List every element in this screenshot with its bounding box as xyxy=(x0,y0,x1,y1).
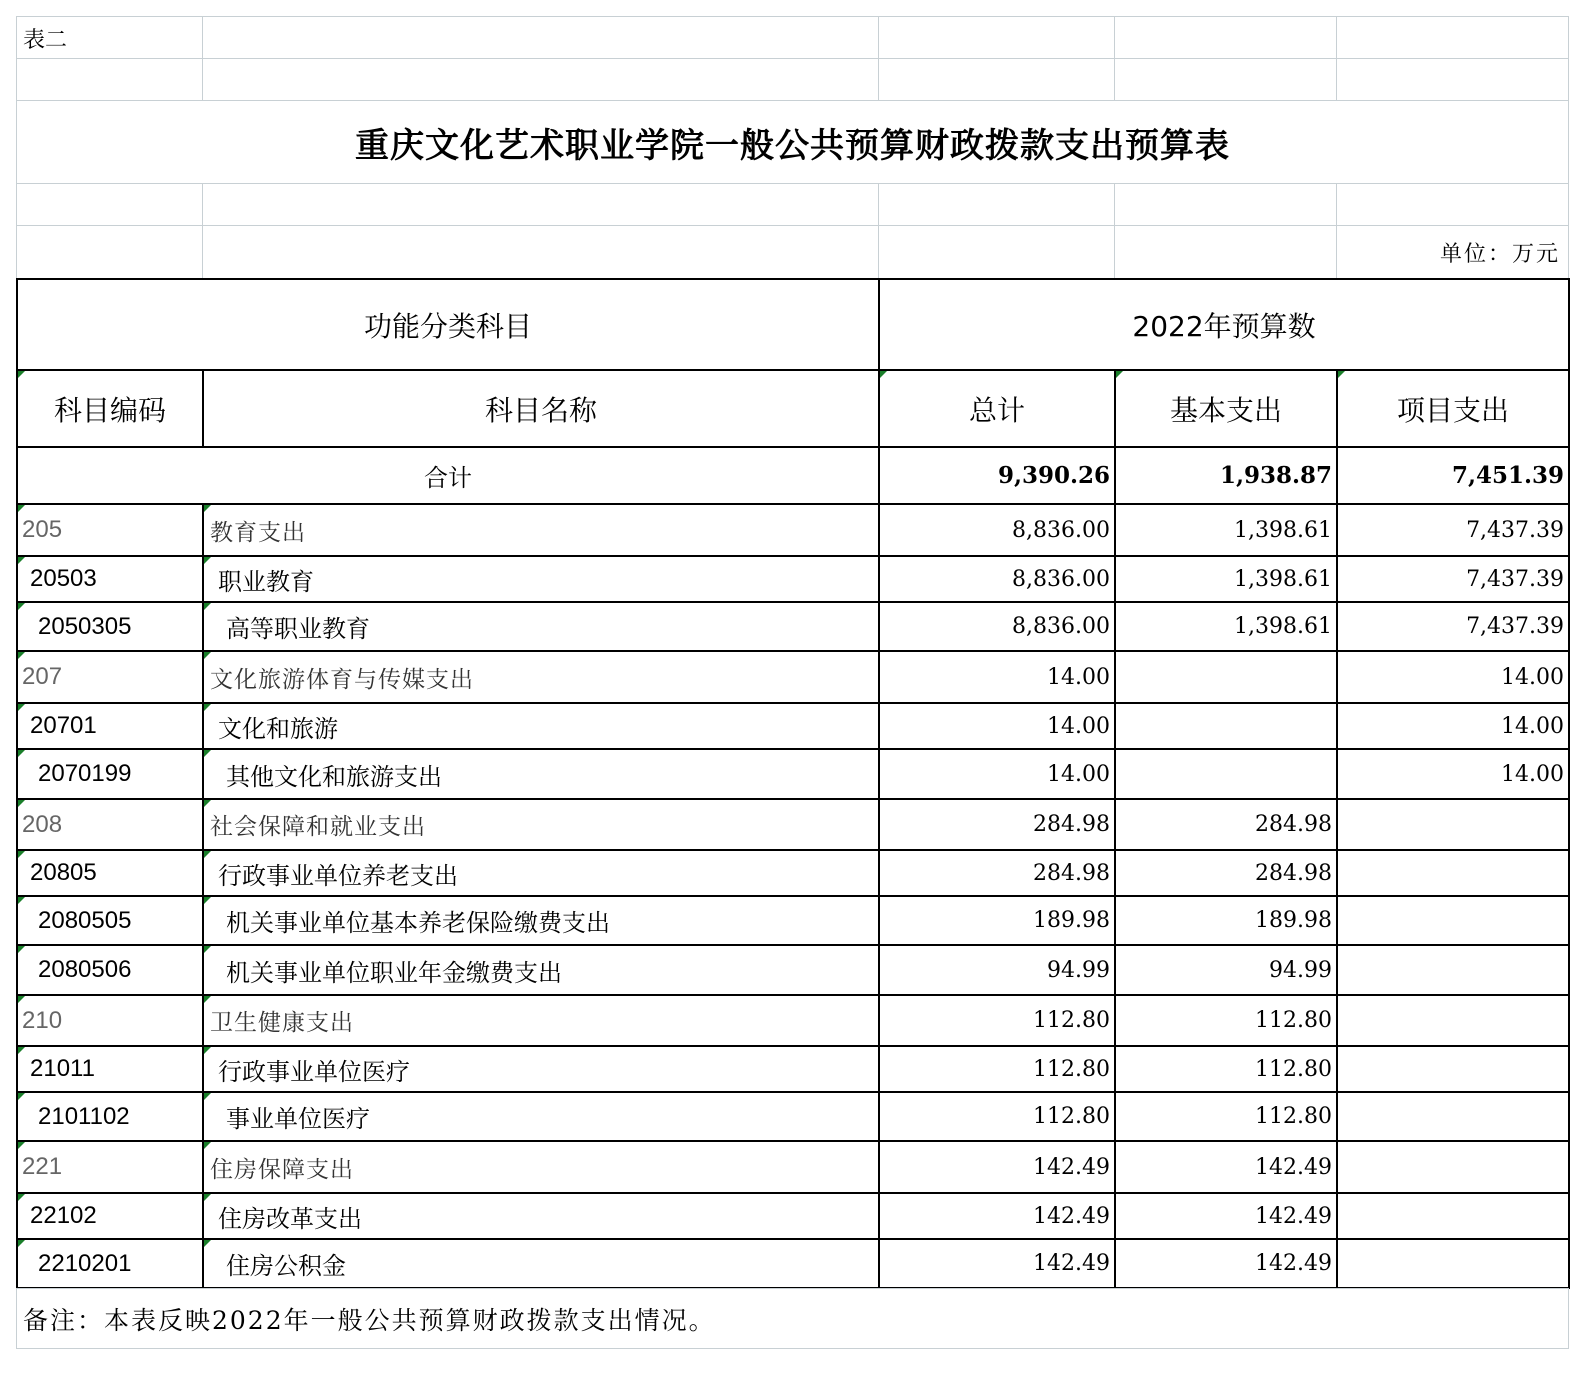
cell[interactable] xyxy=(17,184,203,226)
cell-name[interactable]: 机关事业单位职业年金缴费支出 xyxy=(203,945,879,995)
cell-total[interactable]: 284.98 xyxy=(879,850,1115,896)
cell-total[interactable]: 189.98 xyxy=(879,896,1115,945)
cell-project[interactable] xyxy=(1337,850,1569,896)
cell-name[interactable]: 事业单位医疗 xyxy=(203,1092,879,1141)
footnote-area xyxy=(16,1288,1569,1349)
cell-name[interactable]: 社会保障和就业支出 xyxy=(203,799,879,850)
sheet-header-area xyxy=(16,16,1569,279)
cell-basic[interactable]: 142.49 xyxy=(1115,1141,1337,1193)
cell-basic[interactable]: 1,398.61 xyxy=(1115,504,1337,556)
cell-code[interactable]: 2080505 xyxy=(17,896,203,945)
cell-name[interactable]: 住房公积金 xyxy=(203,1239,879,1288)
table-row xyxy=(17,850,1569,896)
cell-project[interactable] xyxy=(1337,896,1569,945)
table-row xyxy=(17,703,1569,749)
table-row xyxy=(17,749,1569,799)
header-name[interactable]: 科目名称 xyxy=(203,370,879,447)
cell-total[interactable]: 284.98 xyxy=(879,799,1115,850)
cell-name[interactable]: 卫生健康支出 xyxy=(203,995,879,1046)
table-body xyxy=(17,504,1569,1288)
cell-basic[interactable]: 284.98 xyxy=(1115,799,1337,850)
cell-project[interactable]: 7,437.39 xyxy=(1337,504,1569,556)
cell-total[interactable]: 112.80 xyxy=(879,1092,1115,1141)
cell-project[interactable]: 14.00 xyxy=(1337,749,1569,799)
table-row xyxy=(17,602,1569,651)
table-row xyxy=(17,1092,1569,1141)
cell-total[interactable]: 14.00 xyxy=(879,749,1115,799)
cell[interactable] xyxy=(1337,17,1569,59)
cell[interactable] xyxy=(1115,184,1337,226)
table-row xyxy=(17,504,1569,556)
header-project[interactable]: 项目支出 xyxy=(1337,370,1569,447)
cell-code[interactable]: 2080506 xyxy=(17,945,203,995)
cell[interactable] xyxy=(1115,17,1337,59)
cell-code[interactable]: 2050305 xyxy=(17,602,203,651)
cell-basic[interactable]: 1,398.61 xyxy=(1115,556,1337,602)
cell-basic[interactable]: 142.49 xyxy=(1115,1239,1337,1288)
header-basic[interactable]: 基本支出 xyxy=(1115,370,1337,447)
footnote[interactable]: 备注：本表反映2022年一般公共预算财政拨款支出情况。 xyxy=(17,1289,1569,1349)
cell-basic[interactable]: 112.80 xyxy=(1115,995,1337,1046)
cell-name[interactable]: 机关事业单位基本养老保险缴费支出 xyxy=(203,896,879,945)
cell-total[interactable]: 112.80 xyxy=(879,995,1115,1046)
header-budget-2022[interactable]: 2022年预算数 xyxy=(879,279,1569,370)
table-row xyxy=(17,995,1569,1046)
cell[interactable] xyxy=(1337,184,1569,226)
cell-name[interactable]: 教育支出 xyxy=(203,504,879,556)
cell-code[interactable]: 208 xyxy=(17,799,203,850)
table-row xyxy=(17,651,1569,703)
cell-basic[interactable]: 112.80 xyxy=(1115,1092,1337,1141)
cell-code[interactable]: 2101102 xyxy=(17,1092,203,1141)
cell-project[interactable] xyxy=(1337,1141,1569,1193)
cell-basic[interactable] xyxy=(1115,703,1337,749)
cell-name[interactable]: 住房改革支出 xyxy=(203,1193,879,1239)
cell-code[interactable]: 207 xyxy=(17,651,203,703)
cell[interactable] xyxy=(203,184,879,226)
cell-project[interactable]: 7,437.39 xyxy=(1337,556,1569,602)
table-row xyxy=(17,556,1569,602)
cell-code[interactable]: 205 xyxy=(17,504,203,556)
cell-project[interactable]: 14.00 xyxy=(1337,703,1569,749)
total-project[interactable]: 7,451.39 xyxy=(1337,447,1569,504)
cell-total[interactable]: 8,836.00 xyxy=(879,602,1115,651)
cell-basic[interactable] xyxy=(1115,651,1337,703)
cell[interactable] xyxy=(203,59,879,101)
table-row xyxy=(17,1193,1569,1239)
cell-total[interactable]: 14.00 xyxy=(879,703,1115,749)
cell-project[interactable] xyxy=(1337,1239,1569,1288)
cell-name[interactable]: 住房保障支出 xyxy=(203,1141,879,1193)
cell-name[interactable]: 其他文化和旅游支出 xyxy=(203,749,879,799)
total-total[interactable]: 9,390.26 xyxy=(879,447,1115,504)
cell-name[interactable]: 高等职业教育 xyxy=(203,602,879,651)
cell[interactable] xyxy=(1115,226,1337,279)
cell-code[interactable]: 20701 xyxy=(17,703,203,749)
cell[interactable] xyxy=(17,59,203,101)
table-row xyxy=(17,945,1569,995)
cell[interactable] xyxy=(879,59,1115,101)
cell-name[interactable]: 文化和旅游 xyxy=(203,703,879,749)
cell-total[interactable]: 142.49 xyxy=(879,1141,1115,1193)
unit-label[interactable]: 单位：万元 xyxy=(1337,226,1569,279)
budget-table xyxy=(16,278,1570,1289)
header-functional-category[interactable]: 功能分类科目 xyxy=(17,279,879,370)
cell-project[interactable]: 7,437.39 xyxy=(1337,602,1569,651)
table-row xyxy=(17,896,1569,945)
cell-basic[interactable]: 112.80 xyxy=(1115,1046,1337,1092)
cell[interactable] xyxy=(879,226,1115,279)
cell-basic[interactable]: 284.98 xyxy=(1115,850,1337,896)
cell-name[interactable]: 行政事业单位医疗 xyxy=(203,1046,879,1092)
cell-project[interactable] xyxy=(1337,995,1569,1046)
cell-basic[interactable]: 189.98 xyxy=(1115,896,1337,945)
cell-total[interactable]: 14.00 xyxy=(879,651,1115,703)
cell-project[interactable] xyxy=(1337,799,1569,850)
spreadsheet xyxy=(16,16,1568,1349)
cell-name[interactable]: 文化旅游体育与传媒支出 xyxy=(203,651,879,703)
cell[interactable] xyxy=(879,184,1115,226)
cell-basic[interactable]: 94.99 xyxy=(1115,945,1337,995)
cell-total[interactable]: 112.80 xyxy=(879,1046,1115,1092)
cell[interactable] xyxy=(17,226,203,279)
total-basic[interactable]: 1,938.87 xyxy=(1115,447,1337,504)
cell[interactable] xyxy=(1115,59,1337,101)
page-title[interactable]: 重庆文化艺术职业学院一般公共预算财政拨款支出预算表 xyxy=(17,101,1569,184)
cell-code[interactable]: 20503 xyxy=(17,556,203,602)
sheet-label[interactable]: 表二 xyxy=(17,17,203,59)
table-row xyxy=(17,799,1569,850)
cell-project[interactable] xyxy=(1337,945,1569,995)
table-row xyxy=(17,1141,1569,1193)
cell-name[interactable]: 行政事业单位养老支出 xyxy=(203,850,879,896)
cell-project[interactable] xyxy=(1337,1193,1569,1239)
cell[interactable] xyxy=(203,17,879,59)
cell-code[interactable]: 210 xyxy=(17,995,203,1046)
cell-total[interactable]: 142.49 xyxy=(879,1239,1115,1288)
cell-total[interactable]: 8,836.00 xyxy=(879,504,1115,556)
cell-code[interactable]: 221 xyxy=(17,1141,203,1193)
cell-basic[interactable]: 142.49 xyxy=(1115,1193,1337,1239)
cell[interactable] xyxy=(203,226,879,279)
cell-project[interactable]: 14.00 xyxy=(1337,651,1569,703)
cell-total[interactable]: 8,836.00 xyxy=(879,556,1115,602)
cell-basic[interactable]: 1,398.61 xyxy=(1115,602,1337,651)
cell-code[interactable]: 2070199 xyxy=(17,749,203,799)
cell-code[interactable]: 20805 xyxy=(17,850,203,896)
cell-total[interactable]: 94.99 xyxy=(879,945,1115,995)
total-row xyxy=(17,447,1569,504)
cell-code[interactable]: 2210201 xyxy=(17,1239,203,1288)
cell-code[interactable]: 22102 xyxy=(17,1193,203,1239)
cell-project[interactable] xyxy=(1337,1046,1569,1092)
header-total[interactable]: 总计 xyxy=(879,370,1115,447)
total-label[interactable]: 合计 xyxy=(17,447,879,504)
cell-code[interactable]: 21011 xyxy=(17,1046,203,1092)
cell-project[interactable] xyxy=(1337,1092,1569,1141)
table-row xyxy=(17,1046,1569,1092)
cell[interactable] xyxy=(1337,59,1569,101)
cell-total[interactable]: 142.49 xyxy=(879,1193,1115,1239)
cell-basic[interactable] xyxy=(1115,749,1337,799)
table-row xyxy=(17,1239,1569,1288)
cell[interactable] xyxy=(879,17,1115,59)
header-code[interactable]: 科目编码 xyxy=(17,370,203,447)
cell-name[interactable]: 职业教育 xyxy=(203,556,879,602)
